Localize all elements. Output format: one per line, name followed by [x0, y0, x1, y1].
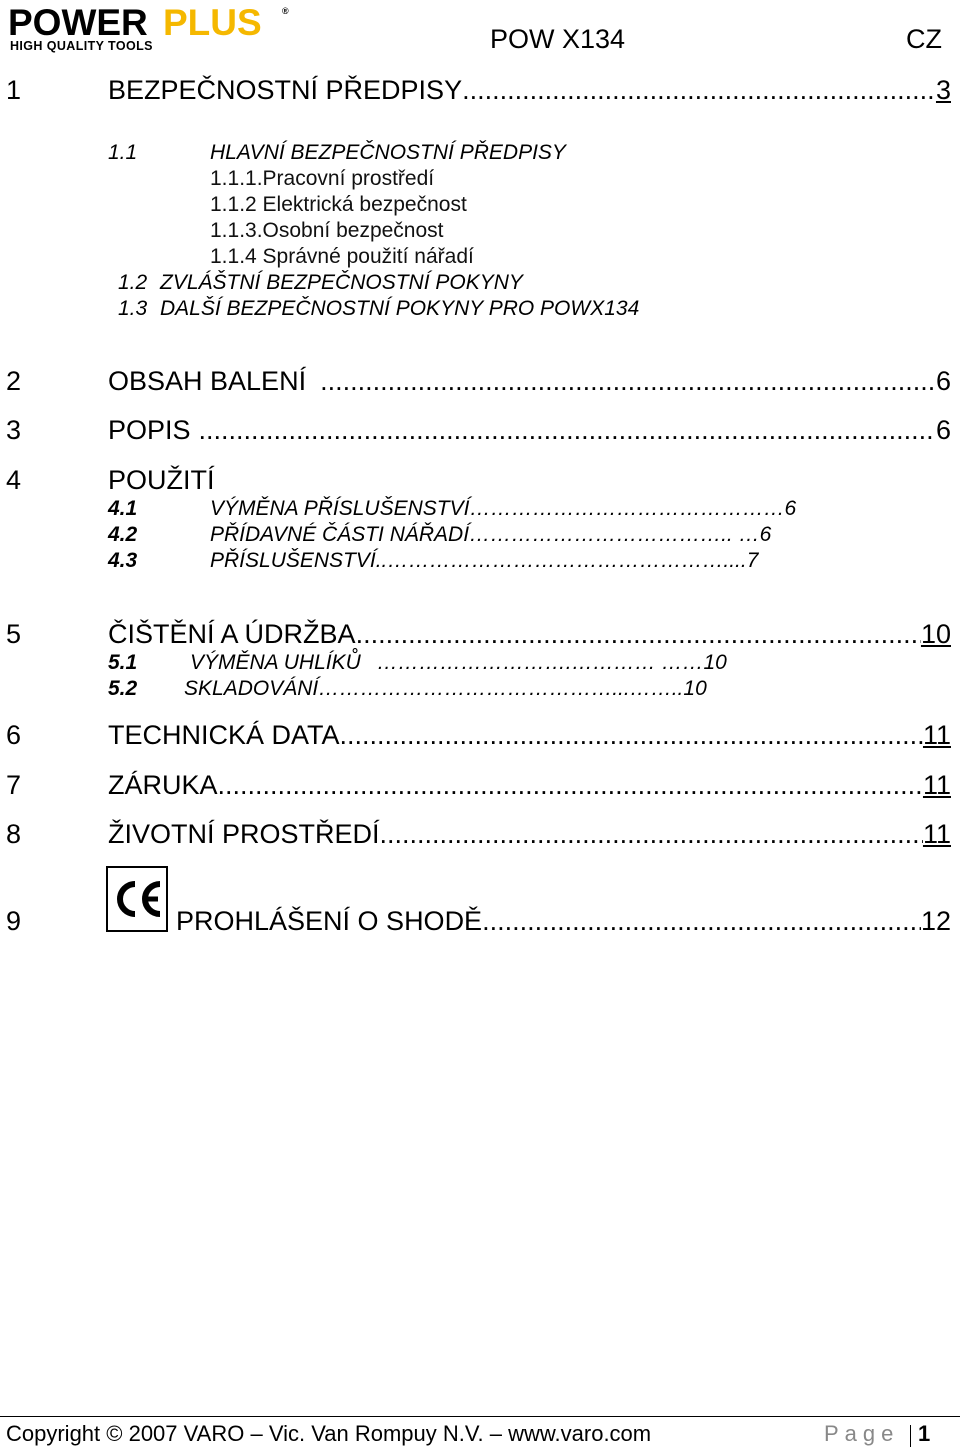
toc-5-1-leader: ……………………….………… …… — [376, 651, 704, 674]
toc-1-number: 1 — [6, 75, 22, 105]
toc-1-3-number: 1.3 — [118, 297, 148, 320]
ce-mark-icon-svg — [108, 868, 166, 930]
toc-5-2-entry[interactable] — [184, 676, 707, 702]
toc-leader — [462, 74, 936, 106]
toc-1-1-3[interactable]: 1.1.3.Osobní bezpečnost — [210, 219, 444, 242]
toc-3-title: POPIS — [108, 415, 191, 445]
toc-5-page: 10 — [920, 619, 951, 649]
toc-3-number: 3 — [6, 415, 22, 445]
toc-4-3-page: 7 — [746, 549, 759, 572]
toc-4-3-leader: ..………………………………………….... — [375, 549, 747, 572]
toc-8-page: 11 — [922, 819, 951, 849]
toc-4-2-title: PŘÍDAVNÉ ČÁSTI NÁŘADÍ — [210, 523, 470, 546]
toc-6-number: 6 — [6, 720, 22, 750]
toc-3-entry[interactable] — [108, 414, 951, 446]
toc-2-title: OBSAH BALENÍ — [108, 366, 307, 396]
toc-4-2-entry[interactable] — [210, 522, 771, 548]
toc-7-number: 7 — [6, 770, 22, 800]
toc-5-2-title: SKLADOVÁNÍ — [184, 677, 319, 700]
toc-8-entry[interactable] — [108, 818, 951, 850]
toc-5-2-number: 5.2 — [108, 677, 138, 700]
model-number: POW X134 — [490, 24, 626, 54]
toc-4-1-leader: ……………………………………… — [469, 497, 785, 520]
footer-divider — [0, 1416, 960, 1417]
toc-1-page: 3 — [935, 75, 951, 105]
toc-9-number: 9 — [6, 906, 22, 936]
toc-1-1-number: 1.1 — [108, 141, 138, 164]
toc-5-entry[interactable] — [108, 618, 951, 650]
toc-4-title[interactable]: POUŽITÍ — [108, 465, 215, 495]
toc-2-entry[interactable] — [108, 365, 951, 397]
toc-leader — [320, 365, 936, 397]
toc-1-3-title[interactable]: DALŠÍ BEZPEČNOSTNÍ POKYNY PRO POWX134 — [160, 297, 640, 320]
toc-5-title: ČIŠTĚNÍ A ÚDRŽBA — [108, 619, 356, 649]
toc-7-entry[interactable] — [108, 769, 951, 801]
footer-copyright: Copyright © 2007 VARO – Vic. Van Rompuy N.V. – www.varo.com — [6, 1421, 652, 1446]
toc-9-page: 12 — [920, 906, 951, 936]
toc-5-2-leader: ……………………………………...…….. — [318, 677, 684, 700]
logo-tagline: HIGH QUALITY TOOLS — [10, 39, 153, 53]
toc-leader — [380, 818, 923, 850]
toc-1-1-4[interactable]: 1.1.4 Správné použití nářadí — [210, 245, 474, 268]
toc-9-title: PROHLÁŠENÍ O SHODĚ — [176, 906, 483, 936]
toc-2-number: 2 — [6, 366, 22, 396]
toc-5-1-number: 5.1 — [108, 651, 138, 674]
toc-5-number: 5 — [6, 619, 22, 649]
footer-separator — [910, 1425, 911, 1447]
toc-leader — [199, 414, 936, 446]
toc-4-2-leader: ……………………………….. … — [469, 523, 760, 546]
logo-power-text: POWER — [8, 2, 148, 43]
toc-8-number: 8 — [6, 819, 22, 849]
toc-5-1-title: VÝMĚNA UHLÍKŮ — [190, 651, 361, 674]
toc-4-3-entry[interactable] — [210, 548, 758, 574]
toc-leader — [218, 769, 923, 801]
toc-4-3-title: PŘÍSLUŠENSTVÍ — [210, 549, 376, 572]
toc-6-entry[interactable] — [108, 719, 951, 751]
toc-8-title: ŽIVOTNÍ PROSTŘEDÍ — [108, 819, 380, 849]
toc-4-2-number: 4.2 — [108, 523, 138, 546]
toc-1-1-2[interactable]: 1.1.2 Elektrická bezpečnost — [210, 193, 467, 216]
toc-5-2-page: 10 — [683, 677, 707, 700]
toc-leader — [356, 618, 921, 650]
toc-6-page: 11 — [922, 720, 951, 750]
toc-1-2-title[interactable]: ZVLÁŠTNÍ BEZPEČNOSTNÍ POKYNY — [160, 271, 523, 294]
toc-7-page: 11 — [922, 770, 951, 800]
toc-1-entry[interactable] — [108, 74, 951, 106]
toc-1-2-number: 1.2 — [118, 271, 148, 294]
toc-2-page: 6 — [935, 366, 951, 396]
footer-page-number: 1 — [918, 1421, 931, 1446]
toc-5-1-entry[interactable] — [190, 650, 727, 676]
toc-4-1-number: 4.1 — [108, 497, 138, 520]
toc-4-number: 4 — [6, 465, 22, 495]
toc-9-entry[interactable] — [176, 905, 951, 937]
footer-page-label: Page — [824, 1421, 900, 1446]
language-code: CZ — [906, 24, 942, 54]
toc-4-1-entry[interactable] — [210, 496, 796, 522]
toc-7-title: ZÁRUKA — [108, 770, 218, 800]
toc-3-page: 6 — [935, 415, 951, 445]
toc-1-1-title[interactable]: HLAVNÍ BEZPEČNOSTNÍ PŘEDPISY — [210, 141, 566, 164]
toc-leader — [340, 719, 923, 751]
toc-4-2-page: 6 — [759, 523, 772, 546]
powerplus-logo — [8, 4, 288, 54]
toc-4-1-title: VÝMĚNA PŘÍSLUŠENSTVÍ — [210, 497, 470, 520]
logo-plus-text: PLUS — [163, 2, 262, 43]
logo-registered-mark: ® — [282, 6, 289, 16]
toc-5-1-page: 10 — [703, 651, 727, 674]
toc-1-1-1[interactable]: 1.1.1.Pracovní prostředí — [210, 167, 435, 190]
toc-6-title: TECHNICKÁ DATA — [108, 720, 340, 750]
ce-mark-icon — [106, 866, 168, 932]
toc-1-title: BEZPEČNOSTNÍ PŘEDPISY — [108, 75, 463, 105]
toc-4-1-page: 6 — [784, 497, 797, 520]
toc-leader — [482, 905, 921, 937]
toc-4-3-number: 4.3 — [108, 549, 138, 572]
